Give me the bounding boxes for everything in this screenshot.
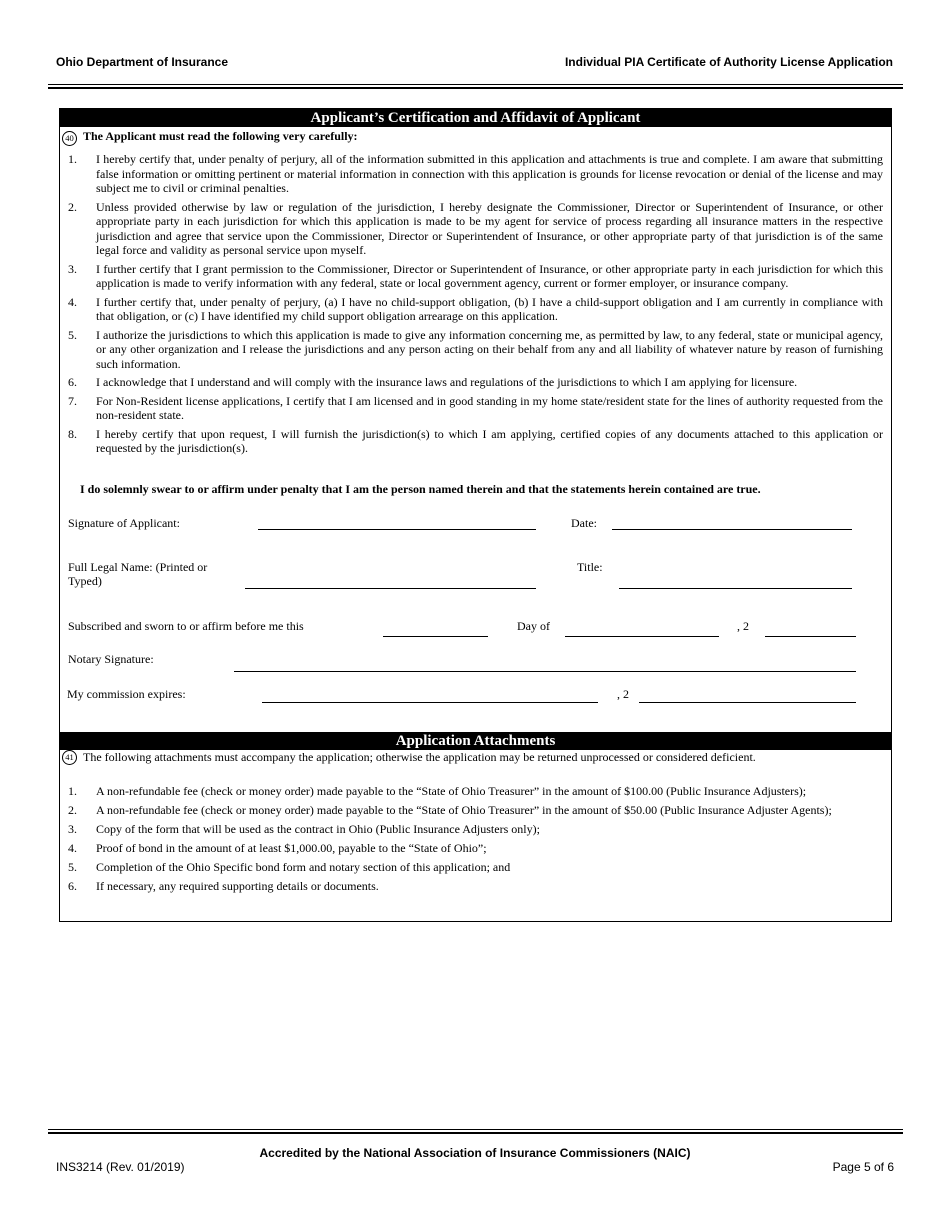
footer-page-number: Page 5 of 6 — [832, 1160, 894, 1174]
month-line[interactable] — [565, 636, 719, 637]
list-item-number: 4. — [68, 841, 77, 855]
title-line[interactable] — [619, 588, 852, 589]
certification-title-bar: Applicant’s Certification and Affidavit of Applicant — [60, 109, 891, 127]
item-marker-41: 41 — [62, 750, 77, 765]
list-item-number: 5. — [68, 327, 77, 342]
attachments-intro: The following attachments must accompany the application; otherwise the application may be returned unprocessed or considered deficient. — [83, 750, 756, 764]
list-item — [60, 427, 891, 456]
full-name-label — [68, 560, 207, 588]
title-label: Title: — [577, 560, 603, 574]
list-item — [60, 200, 891, 258]
list-item — [60, 801, 891, 820]
footer-form-id: INS3214 (Rev. 01/2019) — [56, 1160, 185, 1174]
full-name-label-line2: Typed) — [68, 574, 102, 588]
oath-statement: I do solemnly swear to or affirm under penalty that I am the person named therein and that the statements herein contained are true. — [80, 482, 761, 496]
list-item — [60, 394, 891, 423]
list-item-number: 7. — [68, 393, 77, 408]
list-item-text: I acknowledge that I understand and will comply with the insurance laws and regulations of the jurisdictions to which I am applying for licensure. — [96, 375, 798, 389]
list-item-number: 8. — [68, 426, 77, 441]
item-marker-40: 40 — [62, 131, 77, 146]
list-item-text: Completion of the Ohio Specific bond form and notary section of this application; and — [96, 860, 511, 874]
list-item-text: For Non-Resident license applications, I certify that I am licensed and in good standing in my home state/resident state for the lines of authority requested from the non-resident state. — [96, 393, 883, 422]
list-item-number: 4. — [68, 294, 77, 309]
certification-list — [60, 152, 891, 456]
list-item-text: A non-refundable fee (check or money order) made payable to the “State of Ohio Treasurer” in the amount of $50.00 (Public Insurance Adjuster Agents); — [96, 803, 832, 817]
attachments-list — [60, 782, 891, 896]
list-item — [60, 877, 891, 896]
footer-rule-bottom — [48, 1132, 903, 1134]
list-item-number: 6. — [68, 375, 77, 389]
notary-label: Notary Signature: — [68, 652, 154, 666]
list-item — [60, 375, 891, 390]
list-item-text: I further certify that I grant permission to the Commissioner, Director or Superintendent of Insurance, or other appropriate party in each jurisdiction for which this application is made to verify information with any federal, state or local government agency, current or former employer, or insurance company. — [96, 261, 883, 290]
signature-line[interactable] — [258, 529, 536, 530]
header-rule-bottom — [48, 87, 903, 89]
commission-label: My commission expires: — [67, 687, 186, 701]
subscribed-day-line[interactable] — [383, 636, 488, 637]
footer-accreditation: Accredited by the National Association of Insurance Commissioners (NAIC) — [259, 1146, 691, 1160]
year-line[interactable] — [765, 636, 856, 637]
year-prefix: , 2 — [737, 619, 749, 633]
list-item-number: 2. — [68, 199, 77, 214]
list-item-number: 1. — [68, 152, 77, 166]
list-item — [60, 295, 891, 324]
attachments-title-bar: Application Attachments — [60, 732, 891, 750]
full-name-line[interactable] — [245, 588, 536, 589]
list-item-text: I hereby certify that, under penalty of perjury, all of the information submitted in this application and attachments is true and complete. I am aware that submitting false information or omitting pertinent or material information in connection with this application is grounds for license revocation or denial of the license and may subject me to civil or criminal penalties. — [96, 152, 883, 195]
certification-intro: The Applicant must read the following very carefully: — [83, 129, 358, 143]
form-section-box — [59, 108, 892, 922]
list-item — [60, 782, 891, 801]
list-item-text: Unless provided otherwise by law or regulation of the jurisdiction, I hereby designate the Commissioner, Director or Superintendent of Insurance, or other appropriate party in each jurisdiction for which this application is made to be my agent for service of process regarding all insurance matters in the respective jurisdiction and agree that service upon the Commissioner, Director or Superintendent of Insurance, or other appropriate party of that jurisdiction is of the same legal force and validity as personal service upon myself. — [96, 199, 883, 257]
list-item — [60, 820, 891, 839]
list-item-number: 2. — [68, 803, 77, 817]
list-item-text: I hereby certify that upon request, I will furnish the jurisdiction(s) to which I am applying, certified copies of any documents attached to this application or requested by the jurisdiction(s). — [96, 426, 883, 455]
date-label: Date: — [571, 516, 597, 530]
date-line[interactable] — [612, 529, 852, 530]
list-item-text: A non-refundable fee (check or money order) made payable to the “State of Ohio Treasurer” in the amount of $100.00 (Public Insurance Adjusters); — [96, 784, 807, 798]
list-item — [60, 858, 891, 877]
list-item-text: I authorize the jurisdictions to which this application is made to give any information concerning me, as permitted by law, to any federal, state or municipal agency, or any other organization and I release the jurisdictions and any person acting on their behalf from any and all liability of whatever nature by reason of furnishing such information. — [96, 327, 883, 371]
commission-year-line[interactable] — [639, 702, 856, 703]
full-name-label-line1: Full Legal Name: (Printed or — [68, 560, 208, 574]
list-item-text: I further certify that, under penalty of perjury, (a) I have no child-support obligation, (b) I have a child-support obligation and I am currently in compliance with that obligation, or (c) I have identified my child support obligation arrearage on this application. — [96, 294, 883, 323]
list-item-text: Proof of bond in the amount of at least $1,000.00, payable to the “State of Ohio”; — [96, 841, 487, 855]
commission-date-line[interactable] — [262, 702, 598, 703]
day-of-label: Day of — [517, 619, 550, 633]
header-form-title: Individual PIA Certificate of Authority License Application — [564, 55, 893, 69]
footer-rule-top — [48, 1129, 903, 1130]
signature-label: Signature of Applicant: — [68, 516, 180, 530]
notary-signature-line[interactable] — [234, 671, 856, 672]
list-item-number: 6. — [68, 879, 77, 893]
commission-year-prefix: , 2 — [617, 687, 629, 701]
list-item-text: If necessary, any required supporting details or documents. — [96, 879, 379, 893]
header-department: Ohio Department of Insurance — [56, 55, 229, 69]
list-item-number: 1. — [68, 784, 77, 798]
list-item-number: 3. — [68, 822, 77, 836]
header-rule-top — [48, 84, 903, 85]
list-item — [60, 839, 891, 858]
list-item — [60, 152, 891, 196]
list-item-number: 3. — [68, 261, 77, 276]
list-item-number: 5. — [68, 860, 77, 874]
list-item — [60, 328, 891, 372]
list-item — [60, 262, 891, 291]
list-item-text: Copy of the form that will be used as the contract in Ohio (Public Insurance Adjusters only); — [96, 822, 540, 836]
subscribed-label: Subscribed and sworn to or affirm before me this — [68, 619, 304, 633]
